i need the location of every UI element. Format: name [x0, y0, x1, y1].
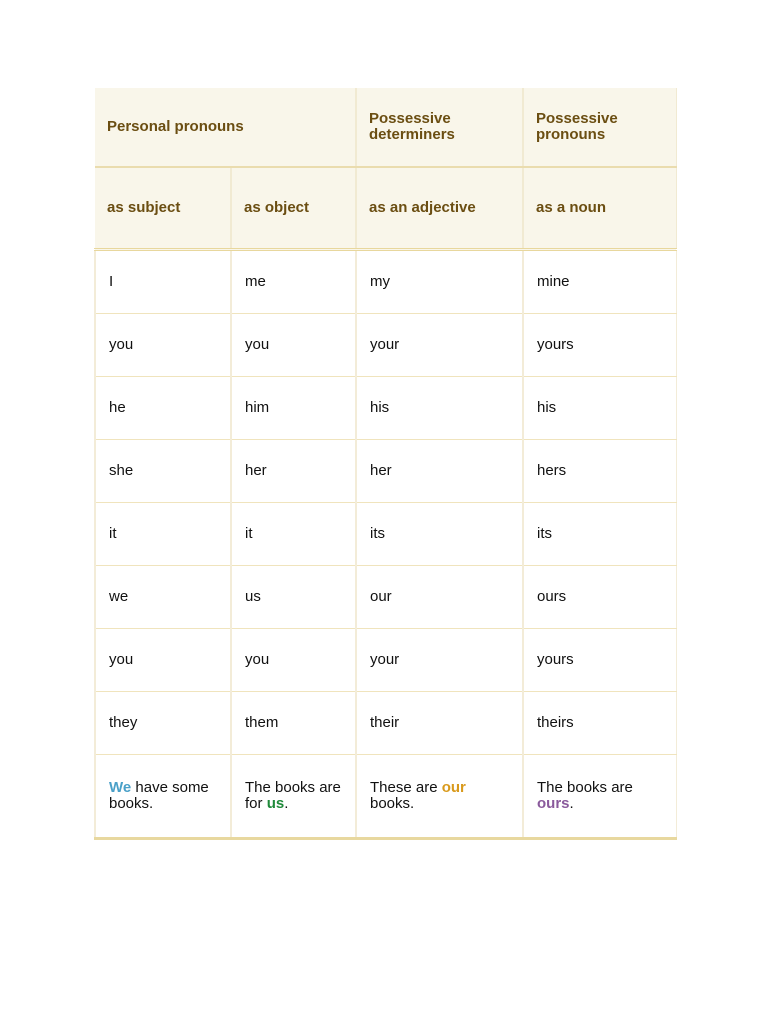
cell-object: him: [231, 377, 356, 440]
table-row: [95, 692, 676, 755]
cell-noun: his: [523, 377, 676, 440]
example-adjective-end: books.: [370, 795, 415, 812]
example-noun: [523, 755, 676, 839]
pronoun-table: [94, 88, 677, 840]
cell-noun: hers: [523, 440, 676, 503]
example-adjective: [356, 755, 523, 839]
example-noun-text: The books are: [537, 779, 633, 796]
cell-noun: yours: [523, 314, 676, 377]
cell-object: me: [231, 250, 356, 314]
subheader-as-subject: as subject: [95, 167, 231, 250]
cell-subject: we: [95, 566, 231, 629]
cell-subject: you: [95, 314, 231, 377]
highlight-we: We: [109, 779, 132, 796]
table-row: [95, 566, 676, 629]
cell-adjective: his: [356, 377, 523, 440]
cell-subject: they: [95, 692, 231, 755]
header-row-subheadings: [95, 167, 676, 250]
subheader-as-object: as object: [231, 167, 356, 250]
header-personal-pronouns: Personal pronouns: [95, 88, 356, 167]
cell-adjective: your: [356, 314, 523, 377]
example-adjective-text: These are: [370, 779, 442, 796]
example-subject: [95, 755, 231, 839]
cell-object: them: [231, 692, 356, 755]
table-row: [95, 440, 676, 503]
header-possessive-determiners: Possessive determiners: [356, 88, 523, 167]
cell-subject: you: [95, 629, 231, 692]
cell-object: us: [231, 566, 356, 629]
cell-adjective: its: [356, 503, 523, 566]
subheader-as-adjective: as an adjective: [356, 167, 523, 250]
cell-subject: she: [95, 440, 231, 503]
header-row-groups: [95, 88, 676, 167]
cell-adjective: my: [356, 250, 523, 314]
cell-noun: mine: [523, 250, 676, 314]
example-noun-end: .: [569, 795, 574, 812]
cell-subject: he: [95, 377, 231, 440]
cell-adjective: their: [356, 692, 523, 755]
cell-adjective: her: [356, 440, 523, 503]
cell-object: it: [231, 503, 356, 566]
cell-object: you: [231, 314, 356, 377]
pronoun-table-container: [94, 88, 675, 840]
highlight-our: our: [441, 779, 466, 796]
cell-noun: ours: [523, 566, 676, 629]
cell-noun: theirs: [523, 692, 676, 755]
cell-subject: it: [95, 503, 231, 566]
table-row: [95, 314, 676, 377]
example-row: [95, 755, 676, 839]
cell-noun: yours: [523, 629, 676, 692]
example-subject-text: have some books.: [109, 779, 209, 812]
cell-subject: I: [95, 250, 231, 314]
example-object-end: .: [284, 795, 289, 812]
subheader-as-noun: as a noun: [523, 167, 676, 250]
table-row: [95, 503, 676, 566]
table-row: [95, 377, 676, 440]
example-object: [231, 755, 356, 839]
highlight-us: us: [266, 795, 285, 812]
cell-noun: its: [523, 503, 676, 566]
cell-object: her: [231, 440, 356, 503]
header-possessive-pronouns: Possessive pronouns: [523, 88, 676, 167]
example-object-text: The books are for: [245, 779, 341, 812]
cell-adjective: our: [356, 566, 523, 629]
highlight-ours: ours: [537, 795, 570, 812]
cell-object: you: [231, 629, 356, 692]
cell-adjective: your: [356, 629, 523, 692]
table-row: [95, 250, 676, 314]
table-row: [95, 629, 676, 692]
